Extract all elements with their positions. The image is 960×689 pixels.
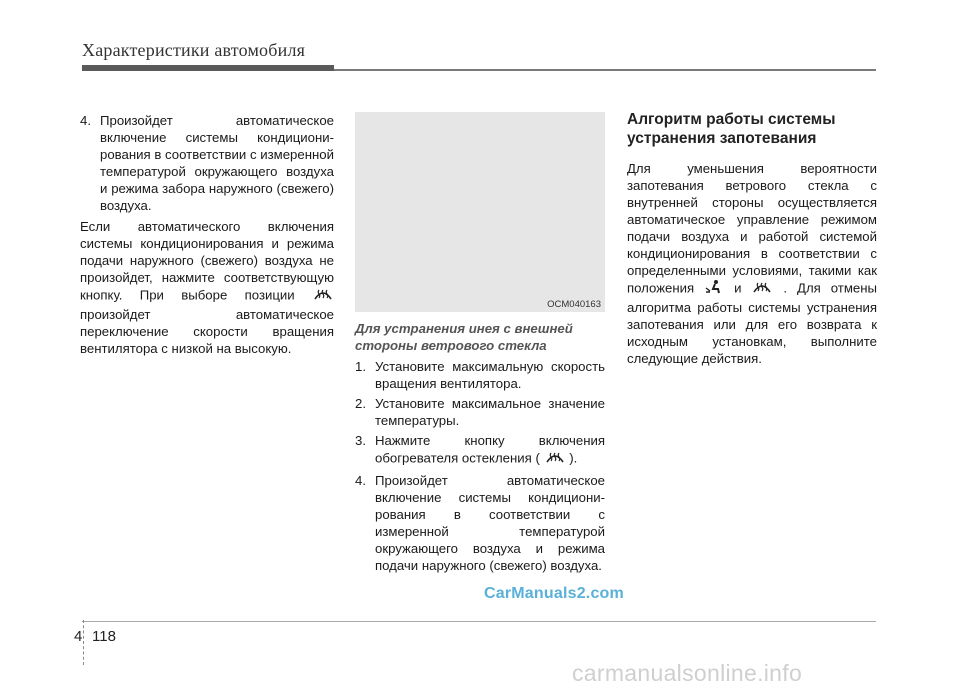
paragraph-text-end: . Для отмены алгоритма работы системы устранения запотевания или для его возврата к исходным установкам, выполните следующие действия. bbox=[627, 280, 878, 366]
paragraph-text: Для уменьшения вероятности запотевания ветрового стекла с внутренней стороны осуществляется автоматическое управление режимом подачи воздуха и работой системой кондиционирования в соответствии с определенными условиями, такими как положения bbox=[627, 161, 877, 296]
list-text: Произойдет автоматическое включение системы кондициони-рования в соответствии с измеренной температурой окружающего воздуха и режима забора наружного (свежего) воздуха. bbox=[100, 113, 334, 213]
paragraph-text: Если автоматического включения системы кондиционирования и режима подачи наружного (свежего) воздуха не произойдет, нажмите соответствующую кнопку. При выборе позиции bbox=[80, 219, 334, 303]
list-item bbox=[355, 472, 605, 574]
list-item bbox=[80, 112, 334, 214]
list-number: 4. bbox=[80, 113, 91, 128]
list-item bbox=[355, 358, 605, 392]
list-number: 4. bbox=[355, 473, 366, 488]
windshield-defrost-icon bbox=[312, 286, 334, 306]
list-text-cont: ). bbox=[569, 450, 578, 466]
list-number: 2. bbox=[355, 396, 366, 411]
footer-rule bbox=[82, 621, 876, 622]
list-text: Установите максимальное значение температуры. bbox=[375, 396, 605, 428]
left-column bbox=[80, 112, 334, 357]
list-item bbox=[355, 395, 605, 429]
paragraph bbox=[627, 160, 877, 367]
footer-margin-line bbox=[83, 620, 85, 665]
paragraph-and: и bbox=[734, 280, 742, 296]
list-text: Нажмите кнопку включения обогревателя остекления ( bbox=[375, 433, 605, 466]
sub-heading: Для устранения инея с внешней стороны ветрового стекла bbox=[355, 321, 573, 353]
middle-column bbox=[355, 320, 605, 577]
list-text: Произойдет автоматическое включение системы кондициони-рования в соответствии с измеренной температурой окружающего воздуха и режима подачи наружного (свежего) воздуха. bbox=[375, 473, 605, 573]
figure-image bbox=[355, 112, 605, 312]
paragraph bbox=[80, 218, 334, 357]
page-header-title: Характеристики автомобиля bbox=[82, 40, 306, 60]
watermark-carmanualsonline: carmanualsonline.info bbox=[572, 660, 803, 686]
right-column bbox=[627, 110, 877, 367]
list-number: 3. bbox=[355, 433, 366, 448]
windshield-defrost-icon bbox=[751, 279, 773, 299]
windshield-defrost-icon bbox=[544, 449, 566, 469]
page-number: 118 bbox=[92, 628, 116, 645]
list-text: Установите максимальную скорость вращения вентилятора. bbox=[375, 359, 605, 391]
watermark-carmanuals2[interactable]: CarManuals2.com bbox=[484, 585, 624, 602]
section-heading: Алгоритм работы системы устранения запотевания bbox=[627, 111, 836, 147]
list-number: 1. bbox=[355, 359, 366, 374]
header-rule-thin bbox=[334, 69, 876, 71]
paragraph-text-cont: произойдет автоматическое переключение скорости вращения вентилятора с низкой на высокую. bbox=[80, 307, 334, 356]
header-rule-thick bbox=[82, 65, 334, 71]
floor-defrost-icon bbox=[704, 279, 724, 299]
chapter-number: 4 bbox=[74, 628, 83, 645]
figure-code: OCM040163 bbox=[547, 299, 601, 310]
list-item bbox=[355, 432, 605, 469]
